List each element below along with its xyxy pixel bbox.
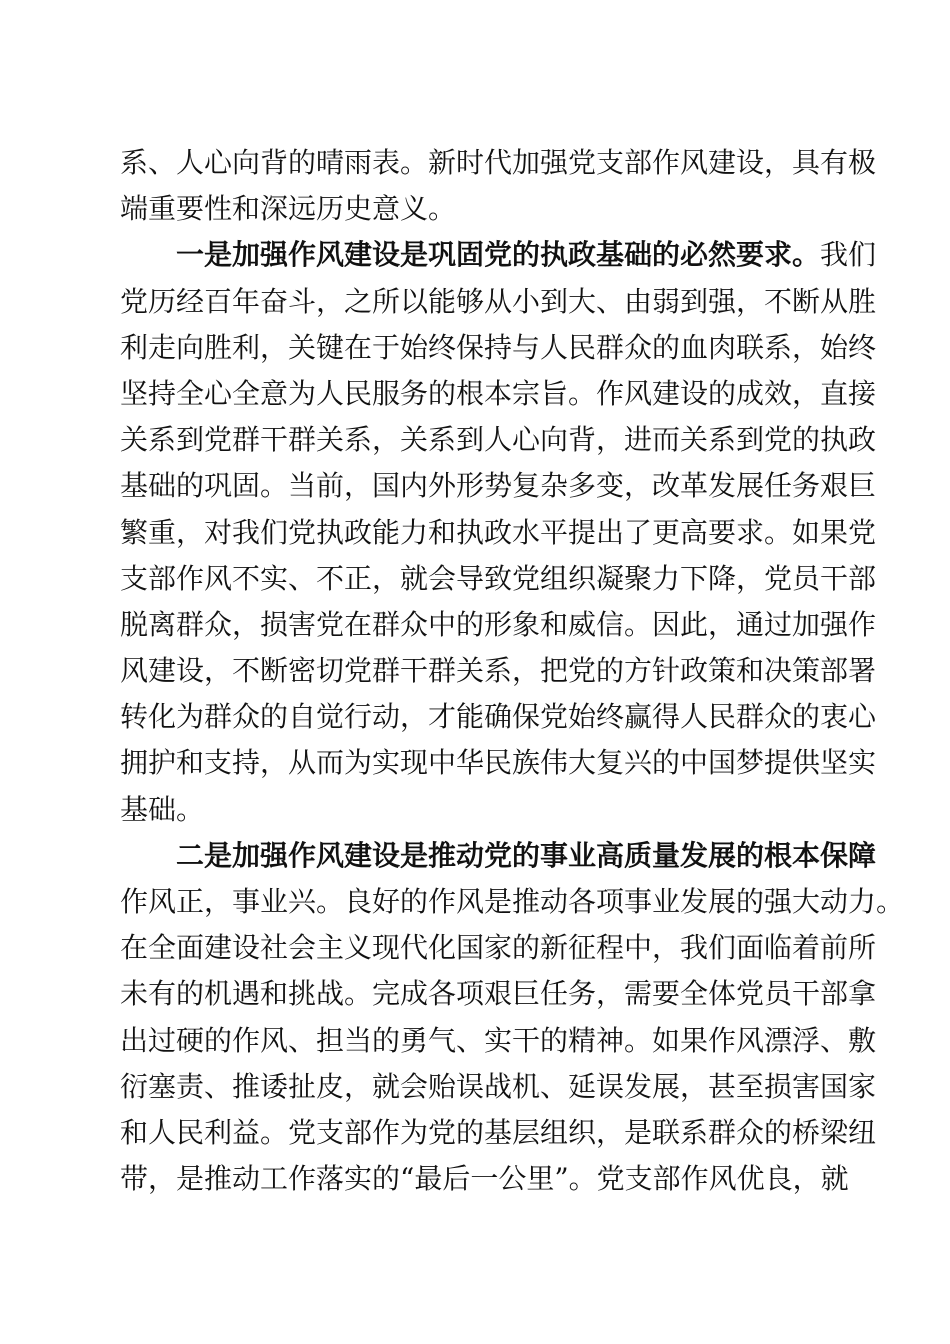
line-text: 基础。 — [120, 792, 205, 826]
line-text: 带，是推动工作落实的“最后一公里”。党支部作风优良，就 — [120, 1162, 849, 1196]
text-line — [120, 279, 877, 325]
line-text: 关系到党群干群关系，关系到人心向背，进而关系到党的执政 — [120, 423, 877, 457]
text-line — [120, 1018, 877, 1064]
text-line — [120, 971, 877, 1017]
text-line — [120, 417, 877, 463]
line-text: 坚持全心全意为人民服务的根本宗旨。作风建设的成效，直接 — [120, 376, 877, 410]
text-line — [120, 925, 877, 971]
text-line — [120, 556, 877, 602]
line-text: 衍塞责、推诿扯皮，就会贻误战机、延误发展，甚至损害国家 — [120, 1069, 877, 1103]
line-text: 脱离群众，损害党在群众中的形象和威信。因此，通过加强作 — [120, 607, 877, 641]
text-line — [120, 140, 877, 186]
text-line — [120, 648, 877, 694]
line-text: 支部作风不实、不正，就会导致党组织凝聚力下降，党员干部 — [120, 561, 877, 595]
line-text: 未有的机遇和挑战。完成各项艰巨任务，需要全体党员干部拿 — [120, 977, 877, 1011]
line-text: 利走向胜利，关键在于始终保持与人民群众的血肉联系，始终 — [120, 330, 877, 364]
paragraph-heading: 一是加强作风建设是巩固党的执政基础的必然要求。 — [176, 238, 821, 272]
text-line — [120, 602, 877, 648]
text-line — [120, 232, 877, 278]
text-line — [120, 1110, 877, 1156]
line-text: 基础的巩固。当前，国内外形势复杂多变，改革发展任务艰巨 — [120, 469, 877, 503]
text-line — [120, 694, 877, 740]
text-line — [120, 325, 877, 371]
line-text: 端重要性和深远历史意义。 — [120, 192, 457, 226]
text-line — [120, 510, 877, 556]
text-line — [120, 787, 840, 833]
line-text: 在全面建设社会主义现代化国家的新征程中，我们面临着前所 — [120, 931, 877, 965]
line-text: 党历经百年奋斗，之所以能够从小到大、由弱到强，不断从胜 — [120, 284, 877, 318]
text-line — [120, 740, 877, 786]
text-line — [120, 1156, 849, 1202]
text-line — [120, 463, 877, 509]
line-text: 系、人心向背的晴雨表。新时代加强党支部作风建设，具有极 — [120, 146, 877, 179]
text-line — [120, 186, 840, 232]
document-body — [120, 140, 905, 1202]
line-text: 作风正，事业兴。良好的作风是推动各项事业发展的强大动力。 — [120, 885, 905, 918]
text-line — [120, 833, 877, 879]
line-text: 出过硬的作风、担当的勇气、实干的精神。如果作风漂浮、敷 — [120, 1023, 877, 1057]
line-text: 繁重，对我们党执政能力和执政水平提出了更高要求。如果党 — [120, 515, 877, 549]
paragraph-heading: 二是加强作风建设是推动党的事业高质量发展的根本保障 — [176, 838, 877, 872]
text-line — [120, 1064, 877, 1110]
line-text: 转化为群众的自觉行动，才能确保党始终赢得人民群众的衷心 — [120, 700, 877, 734]
line-text: 风建设，不断密切党群干群关系，把党的方针政策和决策部署 — [120, 654, 877, 688]
text-line — [120, 371, 877, 417]
line-text: 拥护和支持，从而为实现中华民族伟大复兴的中国梦提供坚实 — [120, 746, 877, 780]
text-line — [120, 879, 905, 925]
line-text: 我们 — [820, 238, 877, 272]
line-text: 和人民利益。党支部作为党的基层组织，是联系群众的桥梁纽 — [120, 1115, 877, 1149]
